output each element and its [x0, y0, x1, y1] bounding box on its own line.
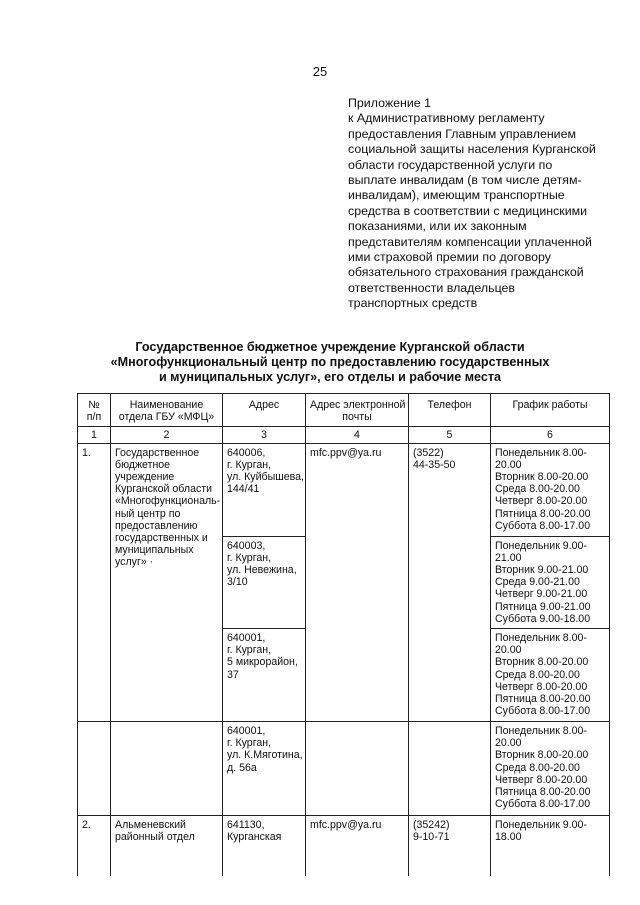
appendix-line: к Административному регламенту [348, 111, 545, 126]
office-address: 640001, г. Курган, 5 микрорайон, 37 [223, 629, 306, 722]
appendix-line: ими страховой премии по договору [348, 250, 551, 265]
column-number: 2 [111, 427, 223, 443]
phone-number: (3522) 44-35-50 [409, 443, 491, 721]
mfc-offices-table [77, 393, 610, 876]
empty-cell [306, 722, 409, 816]
column-number: 6 [491, 427, 610, 443]
appendix-line: социальной защиты населения Курганской [348, 142, 596, 157]
appendix-line: обязательного страхования гражданской [348, 265, 584, 280]
appendix-line: транспортных средств [348, 296, 478, 311]
header-cell-schedule: График работы [491, 394, 610, 427]
work-schedule: Понедельник 8.00- 20.00 Вторник 8.00-20.00 Среда 8.00-20.00 Четверг 8.00-20.00 Пятница 8.00-20.00 Суббота 8.00-17.00 [491, 443, 610, 536]
table-header-row [78, 394, 610, 427]
work-schedule: Понедельник 9.00- 21.00 Вторник 9.00-21.00 Среда 9.00-21.00 Четверг 9.00-21.00 Пятница 9.00-21.00 Суббота 9.00-18.00 [491, 536, 610, 628]
office-address: 640001, г. Курган, ул. К.Мяготина, д. 56а [223, 722, 306, 816]
appendix-line: представителям компенсации уплаченной [348, 234, 592, 249]
heading-line: и муниципальных услуг», его отделы и рабочие места [158, 369, 502, 384]
appendix-line: Приложение 1 [348, 96, 432, 110]
work-schedule: Понедельник 8.00- 20.00 Вторник 8.00-20.00 Среда 8.00-20.00 Четверг 8.00-20.00 Пятница 8.00-20.00 Суббота 8.00-17.00 [491, 722, 610, 816]
empty-cell [111, 722, 223, 816]
appendix-line: ответственности владельцев [348, 280, 516, 295]
office-address: 641130, Курганская [223, 816, 306, 876]
email-address: mfc.ppv@ya.ru [306, 443, 409, 721]
row-number: 1. [78, 443, 111, 721]
email-address: mfc.ppv@ya.ru [306, 816, 409, 876]
office-address: 640003, г. Курган, ул. Невежина, 3/10 [223, 536, 306, 628]
phone-number: (35242) 9-10-71 [409, 816, 491, 876]
row-number: 2. [78, 816, 111, 876]
department-name: Государственное бюджетное учреждение Курганской области «Многофункциональ- ный центр по предоставлению государственных и муниципальных услуг» · [111, 443, 223, 721]
header-cell-number: № п/п [78, 394, 111, 427]
office-address: 640006, г. Курган, ул. Куйбышева, 144/41 [223, 443, 306, 536]
column-number: 4 [306, 427, 409, 443]
appendix-line: выплате инвалидам (в том числе детям- [348, 173, 582, 188]
work-schedule: Понедельник 9.00- 18.00 [491, 816, 610, 876]
appendix-line: инвалидам), имеющим транспортные [348, 188, 565, 203]
heading-line: «Многофункциональный центр по предоставлению государственных [110, 354, 550, 369]
appendix-line: показаниями, или их законным [348, 219, 527, 234]
table-row [78, 722, 610, 816]
header-cell-department: Наименование отдела ГБУ «МФЦ» [111, 394, 223, 427]
department-name: Альменевский районный отдел [111, 816, 223, 876]
page-number: 25 [312, 64, 328, 79]
empty-cell [409, 722, 491, 816]
header-cell-email: Адрес электронной почты [306, 394, 409, 427]
appendix-line: области государственной услуги по [348, 157, 553, 172]
heading-line: Государственное бюджетное учреждение Курганской области [135, 340, 525, 354]
appendix-line: средства в соответствии с медицинскими [348, 203, 588, 218]
work-schedule: Понедельник 8.00- 20.00 Вторник 8.00-20.00 Среда 8.00-20.00 Четверг 8.00-20.00 Пятница 8.00-20.00 Суббота 8.00-17.00 [491, 629, 610, 722]
table-row [78, 443, 610, 536]
empty-cell [78, 722, 111, 816]
header-cell-phone: Телефон [409, 394, 491, 427]
column-number: 5 [409, 427, 491, 443]
appendix-line: предоставления Главным управлением [348, 126, 577, 141]
document-heading [60, 340, 600, 384]
column-number: 3 [223, 427, 306, 443]
appendix-note [348, 96, 618, 312]
column-number: 1 [78, 427, 111, 443]
table-row [78, 816, 610, 876]
header-cell-address: Адрес [223, 394, 306, 427]
column-number-row [78, 427, 610, 443]
